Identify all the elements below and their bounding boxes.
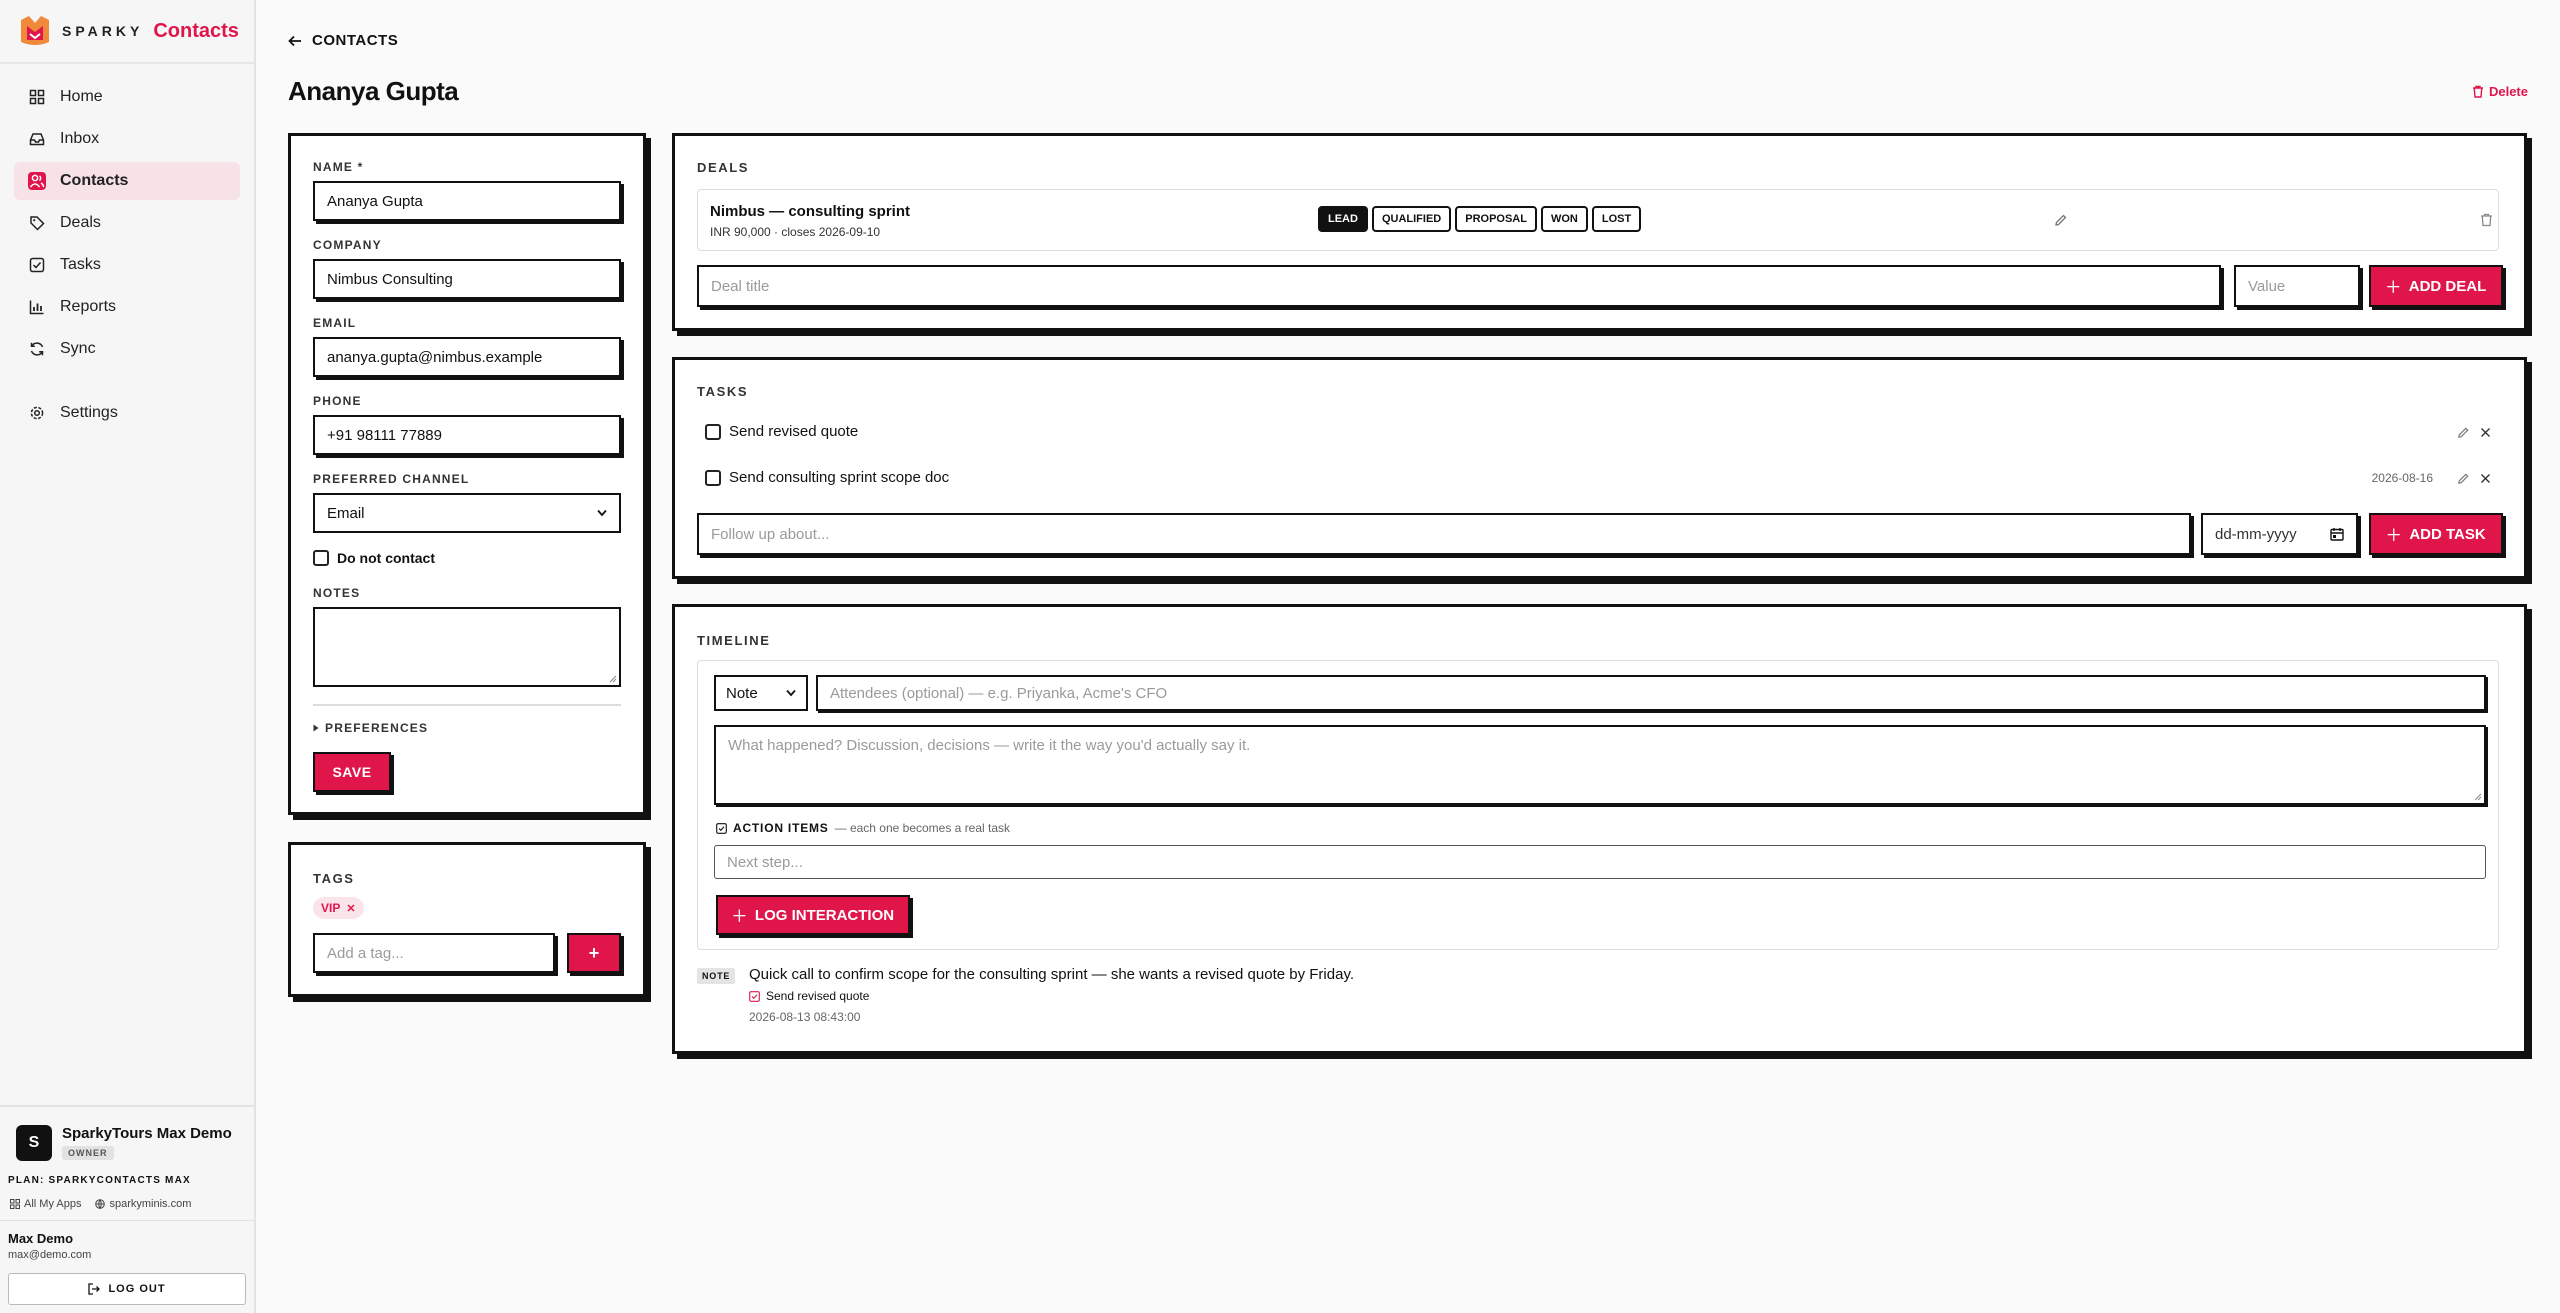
logout-icon [88, 1283, 100, 1295]
notes-label: NOTES [313, 586, 361, 600]
email-field[interactable]: ananya.gupta@nimbus.example [313, 337, 621, 377]
deals-card [672, 133, 2527, 331]
add-deal-button[interactable] [2369, 265, 2503, 307]
action-items-label: ACTION ITEMS [733, 821, 829, 835]
sparky-logo-icon [18, 14, 52, 48]
sidebar-nav [0, 64, 254, 432]
check-square-icon [716, 823, 727, 834]
interaction-type-value: Note [726, 684, 758, 702]
tasks-card [672, 357, 2527, 579]
company-label: COMPANY [313, 238, 382, 252]
user-info [0, 1221, 254, 1261]
add-task-label: ADD TASK [2409, 525, 2486, 543]
name-field[interactable]: Ananya Gupta [313, 181, 621, 221]
delete-label: Delete [2488, 84, 2528, 99]
check-square-icon [28, 256, 46, 274]
stage-lost-button[interactable]: LOST [1592, 206, 1641, 232]
pencil-icon[interactable] [2457, 472, 2470, 485]
globe-icon [95, 1199, 105, 1209]
tag-icon [28, 214, 46, 232]
do-not-contact-label: Do not contact [337, 550, 435, 566]
deal-title-input[interactable] [697, 265, 2221, 307]
plus-icon: ＋ [2385, 278, 2401, 296]
timeline-card [672, 604, 2527, 1054]
next-step-placeholder: Next step... [727, 853, 803, 871]
user-email: max@demo.com [8, 1249, 92, 1261]
stage-won-button[interactable]: WON [1541, 206, 1588, 232]
timeline-entry [697, 965, 2499, 1035]
tags-title: TAGS [313, 871, 355, 886]
task-checkbox[interactable] [705, 470, 721, 486]
task-label[interactable]: Send consulting sprint scope doc [729, 469, 950, 486]
gear-icon [28, 404, 46, 422]
notes-textarea[interactable] [313, 607, 621, 687]
tag-input[interactable]: Add a tag... [313, 933, 555, 973]
sidebar-item-sync[interactable] [14, 330, 240, 368]
add-deal-label: ADD DEAL [2408, 277, 2487, 295]
entry-task-link[interactable] [749, 989, 869, 1003]
deal-title-placeholder: Deal title [711, 277, 770, 295]
add-tag-label: + [588, 942, 600, 963]
sidebar-item-label: Contacts [60, 172, 129, 189]
close-icon[interactable]: ✕ [346, 902, 356, 915]
name-label: NAME * [313, 160, 364, 174]
entry-task-label: Send revised quote [766, 989, 870, 1003]
resize-handle-icon [2474, 793, 2482, 801]
task-row [705, 466, 2495, 490]
plan-label: PLAN: SPARKYCONTACTS MAX [8, 1175, 191, 1186]
next-step-input[interactable] [714, 845, 2486, 879]
sidebar-item-label: Sync [60, 340, 96, 357]
log-interaction-label: LOG INTERACTION [754, 906, 895, 924]
trash-icon[interactable] [2480, 213, 2493, 227]
task-label[interactable]: Send revised quote [729, 423, 859, 440]
phone-label: PHONE [313, 394, 362, 408]
task-checkbox[interactable] [705, 424, 721, 440]
task-row [705, 420, 2495, 444]
close-icon[interactable] [2480, 427, 2491, 438]
calendar-icon[interactable] [2330, 527, 2344, 541]
contact-form-card [288, 133, 646, 815]
log-interaction-form [697, 660, 2499, 950]
add-tag-button[interactable] [567, 933, 621, 973]
bar-chart-icon [28, 298, 46, 316]
logout-label: LOG OUT [108, 1283, 166, 1295]
org-name: SparkyTours Max Demo [62, 1125, 232, 1142]
tasks-title: TASKS [697, 384, 749, 399]
plus-icon: ＋ [2386, 526, 2402, 544]
save-label: SAVE [332, 764, 372, 780]
company-field[interactable]: Nimbus Consulting [313, 259, 621, 299]
org-avatar: S [16, 1125, 52, 1161]
task-date-placeholder: dd-mm-yyyy [2215, 525, 2297, 543]
task-input-placeholder: Follow up about... [711, 525, 830, 543]
sidebar-item-label: Settings [60, 404, 118, 421]
stage-proposal-button[interactable]: PROPOSAL [1455, 206, 1537, 232]
task-due-date: 2026-08-16 [2371, 471, 2433, 485]
tag-chip[interactable] [313, 897, 364, 919]
refresh-icon [28, 340, 46, 358]
site-label: sparkyminis.com [109, 1198, 192, 1210]
action-items-header [716, 821, 1010, 835]
channel-value: Email [327, 504, 365, 522]
site-link[interactable] [95, 1198, 191, 1210]
attendees-input[interactable] [816, 675, 2486, 711]
sidebar-item-tasks[interactable] [14, 246, 240, 284]
attendees-placeholder: Attendees (optional) — e.g. Priyanka, Acme's CFO [830, 684, 1168, 702]
back-label: CONTACTS [312, 32, 399, 49]
deals-title: DEALS [697, 160, 750, 175]
interaction-body-placeholder: What happened? Discussion, decisions — write it the way you'd actually say it. [728, 737, 1251, 754]
trash-icon [2472, 85, 2484, 98]
sidebar-item-deals[interactable] [14, 204, 240, 242]
deal-row [697, 189, 2499, 251]
entry-timestamp: 2026-08-13 08:43:00 [749, 1010, 861, 1024]
deal-stage-selector [1318, 206, 1645, 232]
plus-icon: ＋ [731, 907, 747, 925]
sidebar-item-reports[interactable] [14, 288, 240, 326]
deal-value-input[interactable] [2234, 265, 2360, 307]
role-badge: OWNER [62, 1146, 114, 1160]
back-link[interactable] [288, 32, 398, 49]
email-label: EMAIL [313, 316, 357, 330]
sidebar-item-home[interactable] [14, 78, 240, 116]
deal-meta: INR 90,000 · closes 2026-09-10 [710, 225, 881, 239]
brand-name: Contacts [153, 19, 239, 42]
interaction-body-textarea[interactable] [714, 725, 2486, 805]
channel-label: PREFERRED CHANNEL [313, 472, 470, 486]
stage-qualified-button[interactable]: QUALIFIED [1372, 206, 1451, 232]
channel-select[interactable] [313, 493, 621, 533]
brand[interactable] [0, 0, 254, 64]
log-interaction-button[interactable] [716, 895, 910, 935]
preferences-label: PREFERENCES [325, 721, 429, 735]
deal-value-placeholder: Value [2248, 277, 2286, 295]
chevron-down-icon [786, 689, 796, 697]
user-name: Max Demo [8, 1231, 74, 1246]
sidebar-item-contacts[interactable] [14, 162, 240, 200]
logout-button[interactable] [8, 1273, 246, 1305]
action-items-hint: — each one becomes a real task [834, 821, 1011, 835]
deal-name[interactable]: Nimbus — consulting sprint [710, 203, 911, 220]
sidebar [0, 0, 256, 1313]
entry-text: Quick call to confirm scope for the consulting sprint — she wants a revised quote by Friday. [749, 966, 1354, 983]
save-button[interactable] [313, 752, 391, 792]
all-apps-link[interactable] [10, 1198, 81, 1210]
sidebar-footer [0, 1105, 254, 1313]
preferences-toggle[interactable] [313, 721, 428, 735]
org-switcher[interactable] [0, 1107, 254, 1171]
sidebar-item-label: Tasks [60, 256, 101, 273]
do-not-contact-row[interactable] [313, 550, 435, 566]
sidebar-item-settings[interactable] [14, 394, 240, 432]
sidebar-item-inbox[interactable] [14, 120, 240, 158]
close-icon[interactable] [2480, 473, 2491, 484]
brand-small: SPARKY [62, 23, 144, 39]
resize-handle-icon [609, 675, 617, 683]
pencil-icon[interactable] [2054, 213, 2068, 227]
users-icon [28, 172, 46, 190]
all-apps-label: All My Apps [24, 1198, 82, 1210]
grid-icon [28, 88, 46, 106]
grid-icon [10, 1199, 20, 1209]
sidebar-item-label: Inbox [60, 130, 100, 147]
tags-card [288, 842, 646, 997]
sidebar-item-label: Deals [60, 214, 101, 231]
stage-lead-button[interactable]: LEAD [1318, 206, 1368, 232]
phone-field[interactable]: +91 98111 77889 [313, 415, 621, 455]
task-input[interactable] [697, 513, 2191, 555]
add-task-button[interactable] [2369, 513, 2503, 555]
timeline-title: TIMELINE [697, 633, 771, 648]
tag-chip-label: VIP [321, 901, 341, 915]
entry-type-badge: NOTE [697, 968, 735, 984]
pencil-icon[interactable] [2457, 426, 2470, 439]
arrow-left-icon [288, 34, 302, 48]
delete-button[interactable] [2472, 84, 2528, 99]
interaction-type-select[interactable] [714, 675, 808, 711]
sidebar-item-label: Home [60, 88, 103, 105]
do-not-contact-checkbox[interactable] [313, 550, 329, 566]
sidebar-item-label: Reports [60, 298, 117, 315]
chevron-down-icon [597, 509, 607, 517]
check-square-icon [749, 991, 760, 1002]
inbox-icon [28, 130, 46, 148]
task-date-input[interactable] [2201, 513, 2358, 555]
page-title: Ananya Gupta [288, 76, 459, 106]
caret-right-icon [313, 724, 319, 732]
